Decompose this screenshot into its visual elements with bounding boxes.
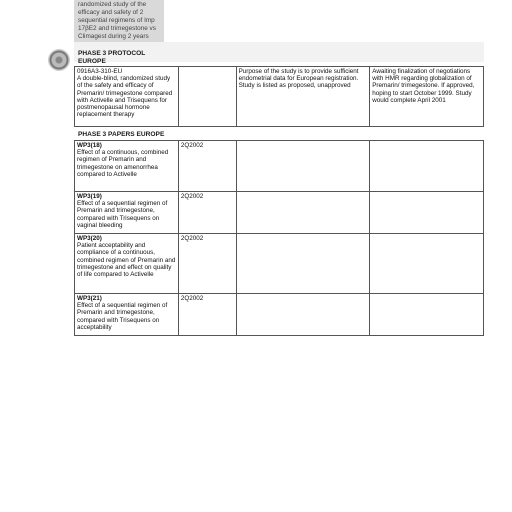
top-fragment-line: 17βE2 and trimegestone vs [78, 25, 156, 32]
paper-text: Effect of a continuous, combined regimen of Premarin and trimegestone on amenorrhea compared to Activelle [77, 149, 169, 178]
top-fragment [74, 0, 164, 42]
top-fragment-line: efficacy and safety of 2 [78, 9, 144, 16]
table-row [75, 141, 484, 192]
empty-cell [370, 141, 484, 192]
empty-cell [370, 294, 484, 336]
paper-date-cell: 2Q2002 [178, 141, 236, 192]
empty-cell [236, 294, 370, 336]
paper-date-cell: 2Q2002 [178, 294, 236, 336]
paper-cell [75, 192, 179, 234]
top-fragment-line: Climagest during 2 years [78, 33, 149, 40]
protocol-id-cell [75, 67, 179, 127]
protocol-purpose-cell: Purpose of the study is to provide sufficient endometrial data for European registration. Study is listed as proposed, unapproved [236, 67, 370, 127]
protocol-description: A double-blind, randomized study of the safety and efficacy of Premarin/ trimegestone compared with Activelle and Trisequens for postmenopausal hormone replacement therapy [77, 75, 173, 119]
table-row [75, 234, 484, 294]
papers-section-title: PHASE 3 PAPERS EUROPE [78, 131, 165, 138]
paper-id: WP3(21) [77, 295, 102, 302]
paper-id: WP3(20) [77, 235, 102, 242]
papers-table [74, 140, 484, 336]
paper-id: WP3(19) [77, 193, 102, 200]
paper-cell [75, 234, 179, 294]
empty-cell [236, 192, 370, 234]
table-row [75, 192, 484, 234]
table-row [75, 67, 484, 127]
table-row [75, 294, 484, 336]
paper-cell [75, 141, 179, 192]
protocol-date-cell [178, 67, 236, 127]
empty-cell [370, 234, 484, 294]
top-fragment-line: randomized study of the [78, 1, 147, 8]
protocol-id: 0916A3-310-EU [77, 68, 123, 75]
top-fragment-line: sequential regimens of Imp [78, 17, 155, 24]
empty-cell [236, 234, 370, 294]
protocol-table [74, 66, 484, 127]
paper-id: WP3(18) [77, 142, 102, 149]
hole-punch-icon [48, 49, 70, 71]
paper-date-cell: 2Q2002 [178, 192, 236, 234]
empty-cell [370, 192, 484, 234]
empty-cell [236, 141, 370, 192]
paper-text: Patient acceptability and compliance of a continuous, combined regimen of Premarin and trimegestone and effect on quality of life compared to Activelle [77, 242, 176, 279]
protocol-section-title: PHASE 3 PROTOCOL EUROPE [78, 50, 146, 65]
paper-text: Effect of a sequential regimen of Premarin and trimegestone, compared with Trisequens on acceptability [77, 302, 168, 331]
protocol-status-cell: Awaiting finalization of negotiations with HMR regarding globalization of Premarin/ trimegestone. If approved, hoping to start October 1999. Study would complete April 2001 [370, 67, 484, 127]
paper-text: Effect of a sequential regimen of Premarin and trimegestone, compared with Trisequens on vaginal bleeding [77, 200, 168, 229]
paper-cell [75, 294, 179, 336]
paper-date-cell: 2Q2002 [178, 234, 236, 294]
